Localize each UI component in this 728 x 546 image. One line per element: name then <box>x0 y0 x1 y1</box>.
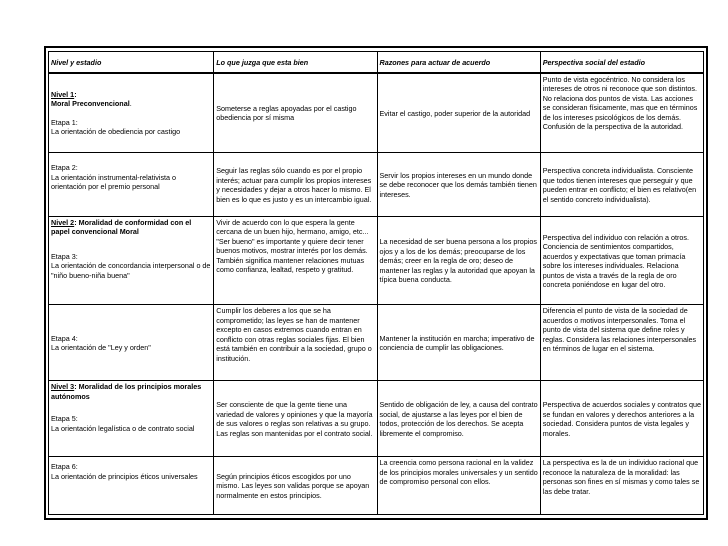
reasons-cell: La creencia como persona racional en la validez de los principios morales universales y un sentido de compromiso personal con ellos. <box>377 457 540 515</box>
level-stage-cell: Nivel 1: Moral Preconvencional. Etapa 1: La orientación de obediencia por castigo <box>49 73 214 153</box>
level-stage-cell: Etapa 2: La orientación instrumental-relativista o orientación por el premio personal <box>49 153 214 217</box>
stage-description: La orientación de principios éticos universales <box>51 471 198 481</box>
table-row <box>49 73 704 153</box>
table-header-row <box>49 52 704 73</box>
level-name: Moral Preconvencional <box>51 99 130 109</box>
stage-label: Etapa 4 <box>51 333 76 343</box>
reasons-cell: Sentido de obligación de ley, a causa del contrato social, de ajustarse a las leyes por el bien de todos, protección de los derechos. Se acepta libremente el compromiso. <box>377 381 540 457</box>
header-reasons: Razones para actuar de acuerdo <box>377 52 540 73</box>
header-social-perspective: Perspectiva social del estadio <box>540 52 703 73</box>
social-perspective-cell: La perspectiva es la de un individuo racional que reconoce la naturaleza de la moralidad: las personas son fines en sí mismas y como tales se las debe tratar. <box>540 457 703 515</box>
stage-label: Etapa 3 <box>51 251 76 261</box>
level-label: Nivel 1 <box>51 89 75 99</box>
stage-label: Etapa 5 <box>51 414 76 424</box>
moral-development-table <box>48 51 704 515</box>
level-label: Nivel 3 <box>51 382 75 392</box>
social-perspective-cell: Perspectiva del individuo con relación a otros. Conciencia de sentimientos compartidos, acuerdos y expectativas que toman primacía sobre los intereses individuales. Relaciona puntos de vista a través de la regla de oro concreta poniéndose en lugar del otro. <box>540 216 703 304</box>
stage-description: La orientación de concordancia interpersonal o de "niño bueno-niña buena" <box>51 261 211 280</box>
what-is-right-cell: Someterse a reglas apoyadas por el castigo obediencia por sí misma <box>214 73 377 153</box>
reasons-cell: Mantener la institución en marcha; imperativo de conciencia de cumplir las obligaciones. <box>377 305 540 381</box>
stage-label: Etapa 2 <box>51 163 76 173</box>
reasons-cell: La necesidad de ser buena persona a los propios ojos y a los de los demás; preocuparse de los demás; creer en la regla de oro; deseo de mantener las reglas y la autoridad que apoyan la típica buena conducta. <box>377 216 540 304</box>
table-row <box>49 153 704 217</box>
stage-description: La orientación de "Ley y orden" <box>51 343 151 353</box>
table-frame <box>44 46 708 520</box>
stage-description: La orientación instrumental-relativista o orientación por el premio personal <box>51 172 177 192</box>
social-perspective-cell: Perspectiva concreta individualista. Consciente que todos tienen intereses que perseguir y que pueden entrar en conflicto; el bien es relativo(en el sentido concreto individualista). <box>540 153 703 217</box>
what-is-right-cell: Ser consciente de que la gente tiene una variedad de valores y opiniones y que la mayoría de sus valores o reglas son relativas a su grupo. Las reglas son mantenidas por el contrato social. <box>214 381 377 457</box>
level-stage-cell: Nivel 2: Moralidad de conformidad con el papel convencional Moral Etapa 3: La orientación de concordancia interpersonal o de "niño bueno-niña buena" <box>49 216 214 304</box>
header-level-stage: Nivel y estadio <box>49 52 214 73</box>
level-stage-cell: Nivel 3: Moralidad de los principios morales autónomos Etapa 5: La orientación legalística o de contrato social <box>49 381 214 457</box>
reasons-cell: Servir los propios intereses en un mundo donde se debe reconocer que los demás también tienen intereses. <box>377 153 540 217</box>
stage-label: Etapa 6 <box>51 462 76 472</box>
what-is-right-cell: Cumplir los deberes a los que se ha comprometido; las leyes se han de mantener excepto en casos extremos cuando entran en conflicto con otras reglas sociales fijas. El bien está también en contribuir a la sociedad, grupo o institución. <box>214 305 377 381</box>
table-row <box>49 305 704 381</box>
level-stage-cell: Etapa 4: La orientación de "Ley y orden" <box>49 305 214 381</box>
what-is-right-cell: Vivir de acuerdo con lo que espera la gente cercana de un buen hijo, hermano, amigo, etc... "Ser bueno" es importante y quiere decir tener buenos motivos, mostrar interés por los demás. También significa mantener relaciones mutuas como confianza, lealtad, respeto y gratitud. <box>214 216 377 304</box>
table-row <box>49 216 704 304</box>
table-row <box>49 381 704 457</box>
stage-description: La orientación legalística o de contrato social <box>51 423 195 433</box>
stage-label: Etapa 1 <box>51 117 76 127</box>
level-name: : Moralidad de los principios morales autónomos <box>51 382 202 401</box>
what-is-right-cell: Seguir las reglas sólo cuando es por el propio interés; actuar para cumplir los propios intereses y necesidades y dejar a otros hacer lo mismo. El bien es lo que es justo y es un intercambio igual. <box>214 153 377 217</box>
social-perspective-cell: Perspectiva de acuerdos sociales y contratos que se fundan en valores y derechos anteriores a la sociedad. Considera puntos de vista legales y morales. <box>540 381 703 457</box>
table-row <box>49 457 704 515</box>
stage-description: La orientación de obediencia por castigo <box>51 127 181 137</box>
level-stage-cell: Etapa 6: La orientación de principios éticos universales <box>49 457 214 515</box>
social-perspective-cell: Punto de vista egocéntrico. No considera los intereses de otros ni reconoce que son distintos. No relaciona dos puntos de vista. Las acciones se consideran físicamente, mas que en términos de los intereses psicológicos de los demás. Confusión de la perspectiva de la autoridad. <box>540 73 703 153</box>
reasons-cell: Evitar el castigo, poder superior de la autoridad <box>377 73 540 153</box>
header-what-is-right: Lo que juzga que esta bien <box>214 52 377 73</box>
level-label: Nivel 2 <box>51 217 75 227</box>
social-perspective-cell: Diferencia el punto de vista de la sociedad de acuerdos o motivos interpersonales. Toma el punto de vista del sistema que define roles y reglas. Considera las relaciones interpersonales en términos de lugar en el sistema. <box>540 305 703 381</box>
what-is-right-cell: Según principios éticos escogidos por uno mismo. Las leyes son validas porque se apoyan normalmente en estos principios. <box>214 457 377 515</box>
level-name: : Moralidad de conformidad con el papel convencional Moral <box>51 217 192 237</box>
